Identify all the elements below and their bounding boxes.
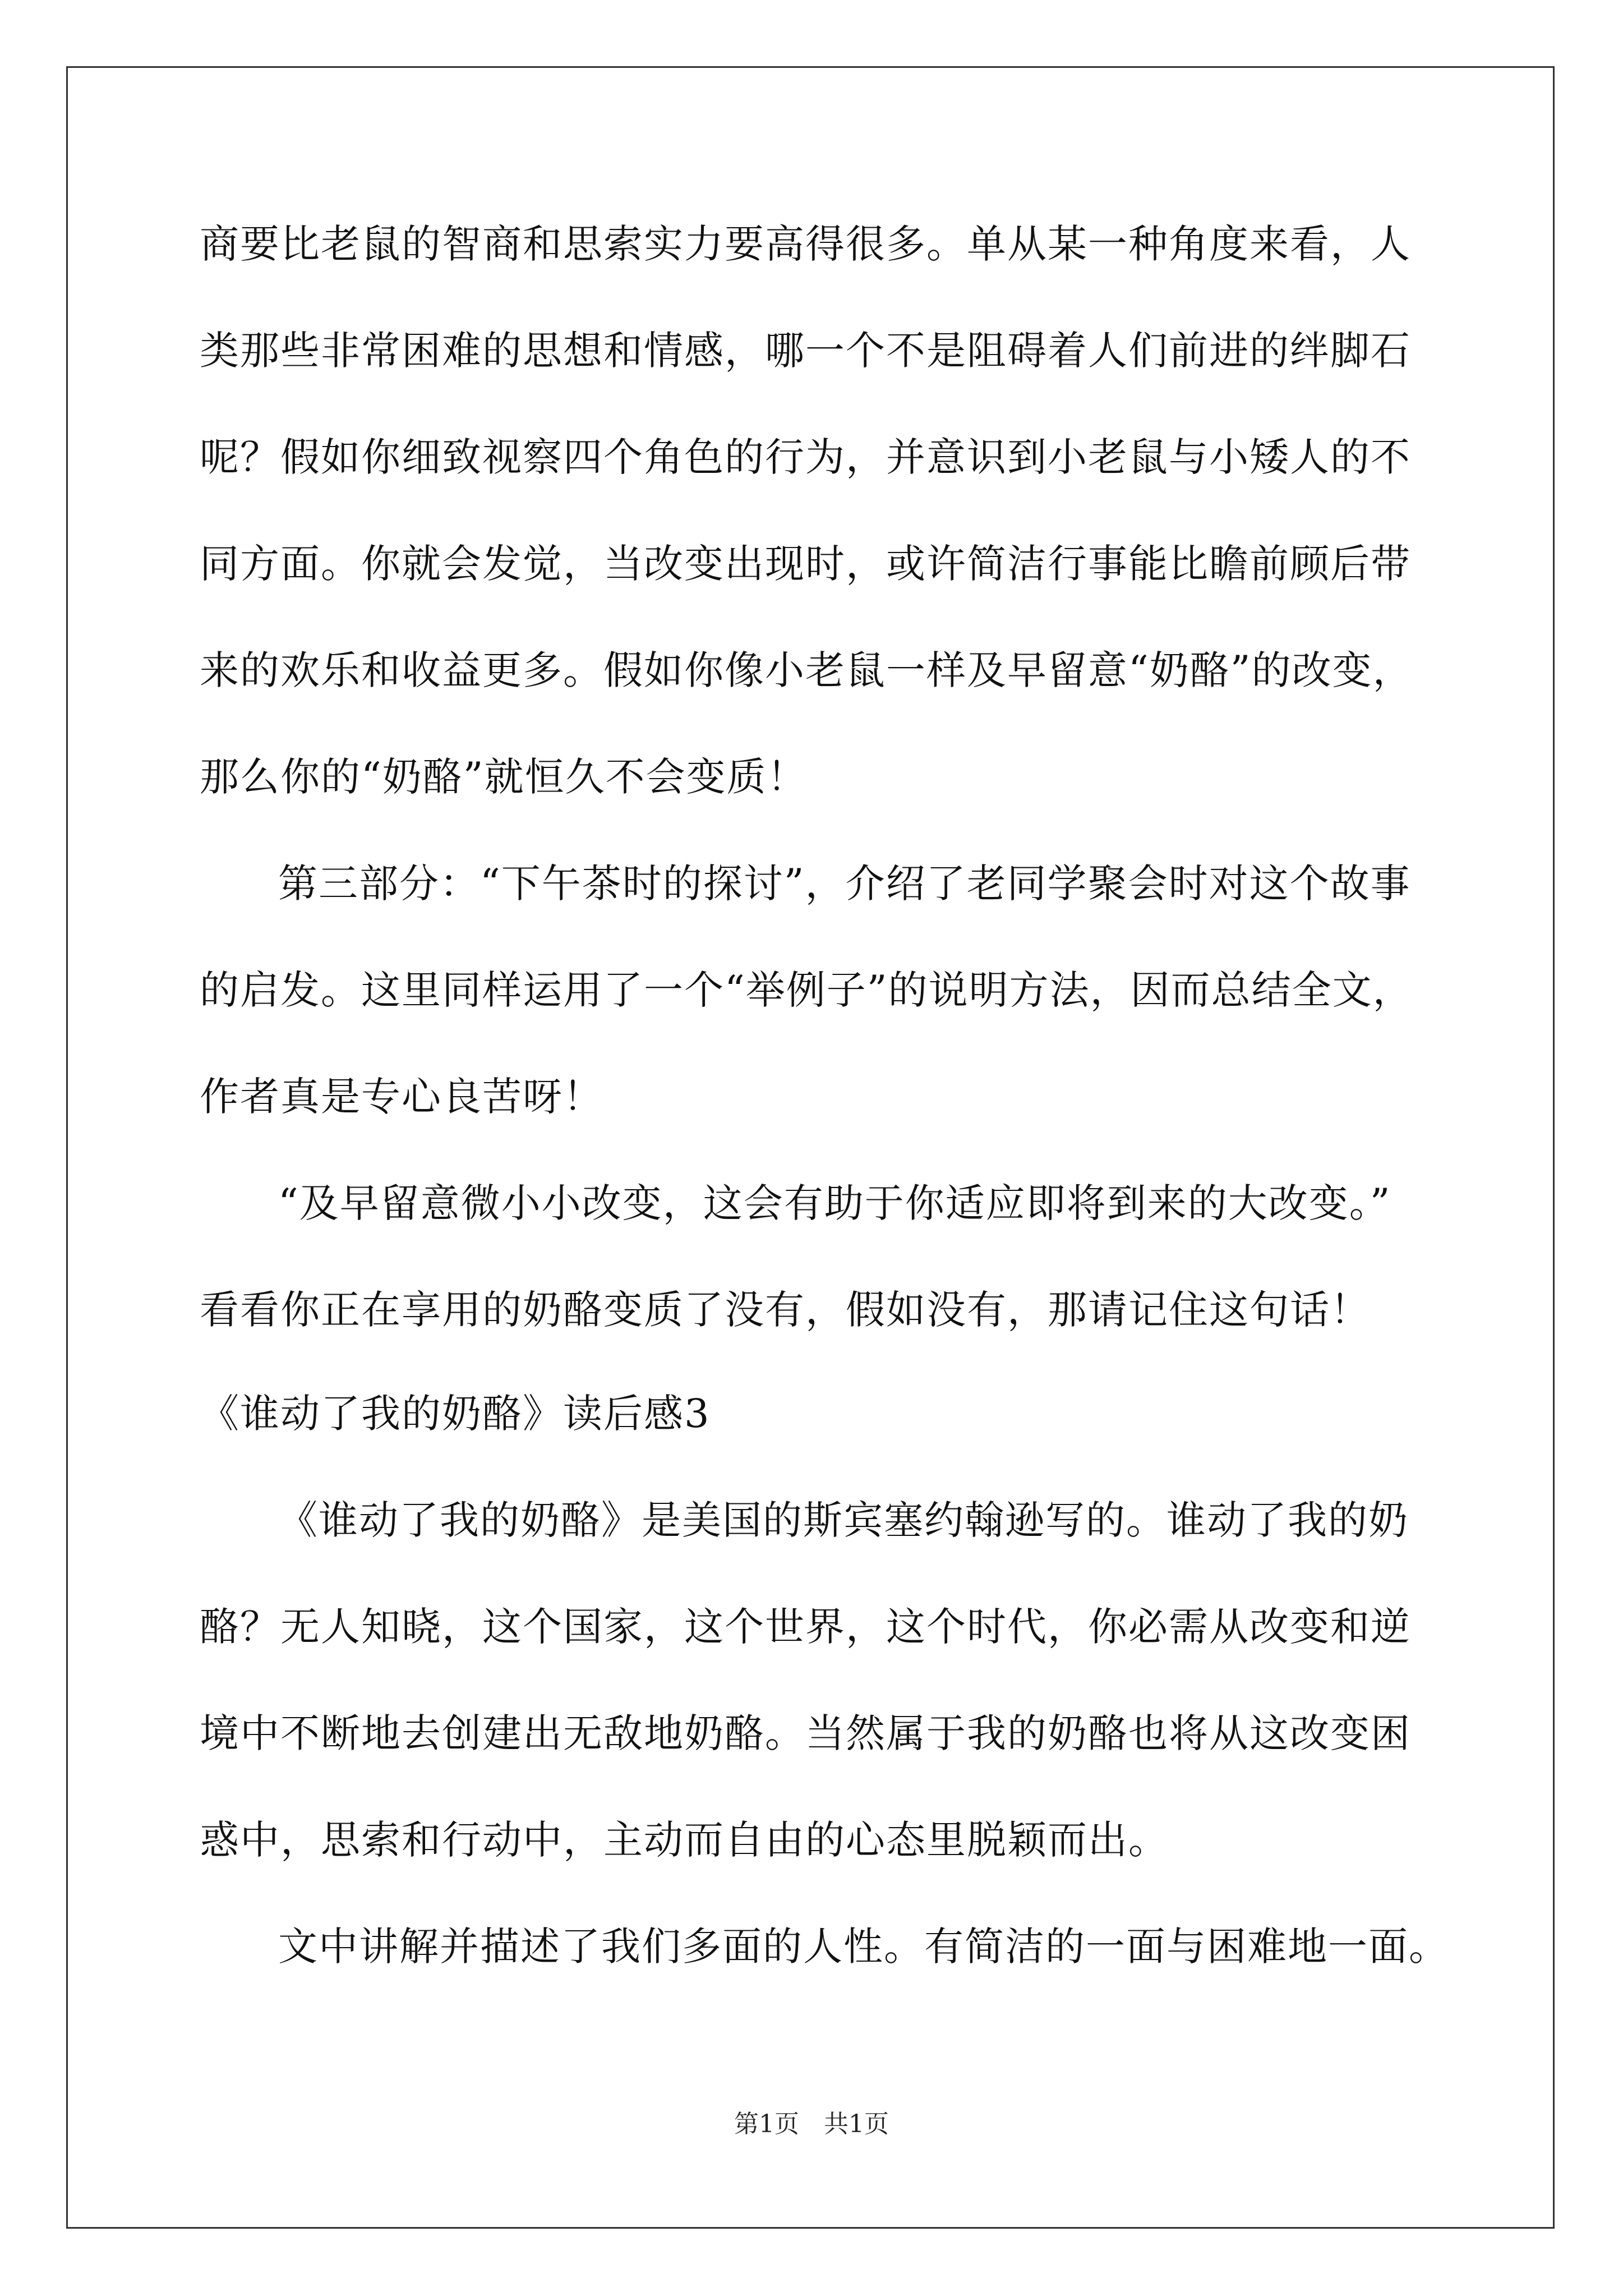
text-line: 同方面。你就会发觉，当改变出现时，或许简洁行事能比瞻前顾后带 (200, 541, 1411, 587)
text-line: 惑中，思索和行动中，主动而自由的心态里脱颖而出。 (200, 1817, 1169, 1863)
paragraph-start-line: 第三部分：“下午茶时的探讨”，介绍了老同学聚会时对这个故事 (278, 861, 1411, 907)
text-line: 类那些非常困难的思想和情感，哪一个不是阻碍着人们前进的绊脚石 (200, 328, 1411, 374)
paragraph-start-line: 文中讲解并描述了我们多面的人性。有简洁的一面与困难地一面。 (278, 1924, 1449, 1970)
text-line: 的启发。这里同样运用了一个“举例子”的说明方法，因而总结全文， (200, 967, 1413, 1013)
text-line: 酪？无人知晓，这个国家，这个世界，这个时代，你必需从改变和逆 (200, 1604, 1411, 1650)
text-line: 境中不断地去创建出无敌地奶酪。当然属于我的奶酪也将从这改变困 (200, 1710, 1411, 1756)
quote-line: “及早留意微小小改变，这会有助于你适应即将到来的大改变。” (278, 1180, 1391, 1226)
section-heading: 《谁动了我的奶酪》读后感3 (200, 1391, 711, 1437)
text-line: 呢？假如你细致视察四个角色的行为，并意识到小老鼠与小矮人的不 (200, 434, 1411, 480)
text-line: 那么你的“奶酪”就恒久不会变质！ (200, 754, 808, 800)
page-number-footer: 第1页 共1页 (734, 2110, 889, 2138)
page-border (66, 66, 1555, 2229)
paragraph-start-line: 《谁动了我的奶酪》是美国的斯宾塞约翰逊写的。谁动了我的奶 (278, 1497, 1409, 1543)
text-line: 作者真是专心良苦呀！ (200, 1074, 603, 1120)
text-line: 来的欢乐和收益更多。假如你像小老鼠一样及早留意“奶酪”的改变， (200, 647, 1413, 693)
text-line: 商要比老鼠的智商和思索实力要高得很多。单从某一种角度来看，人 (200, 221, 1411, 267)
text-line: 看看你正在享用的奶酪变质了没有，假如没有，那请记住这句话！ (200, 1287, 1371, 1333)
